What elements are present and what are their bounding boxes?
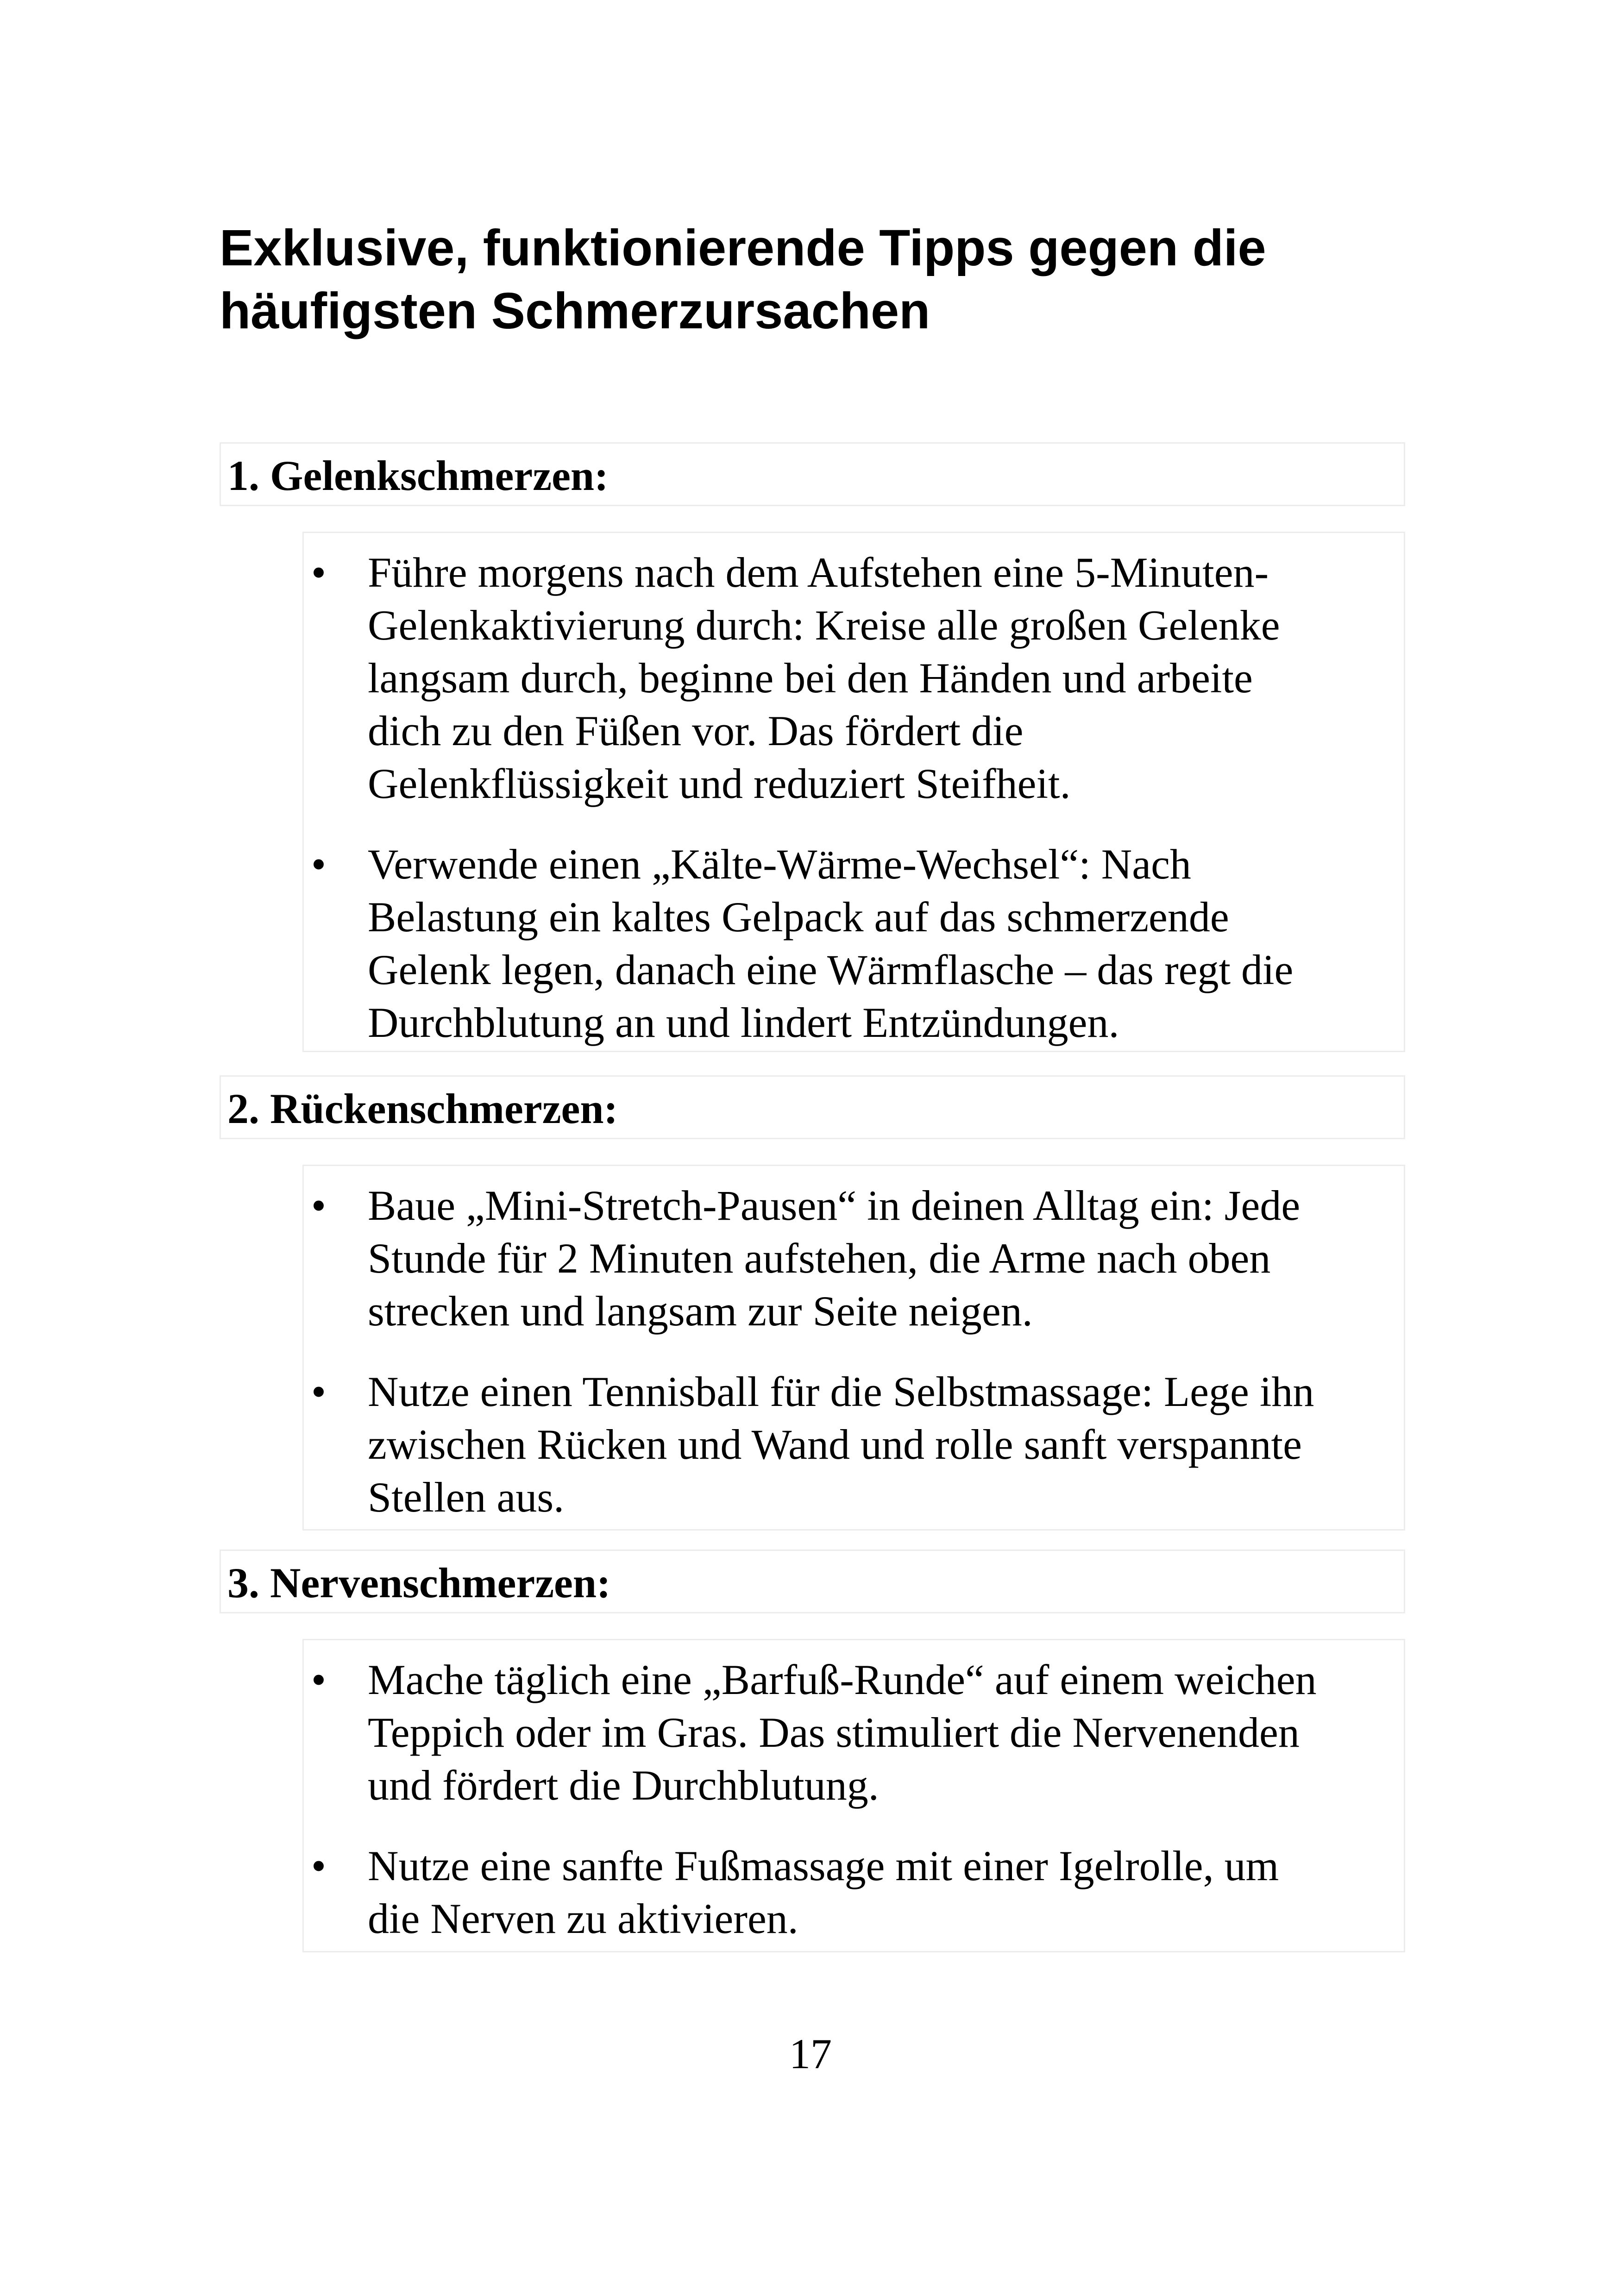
bullet-icon: • xyxy=(311,1182,327,1229)
tips-box-nervenschmerzen xyxy=(302,1639,1405,1952)
tip-line: Führe morgens nach dem Aufstehen eine 5-Minuten- xyxy=(368,549,1269,596)
tip-item xyxy=(309,838,1404,1049)
tip-line: die Nerven zu aktivieren. xyxy=(368,1895,798,1942)
tip-line: Verwende einen „Kälte-Wärme-Wechsel“: Nach xyxy=(368,841,1191,888)
page-title-text: Exklusive, funktionierende Tipps gegen die häufigsten Schmerzursachen xyxy=(220,220,1266,339)
tip-line: und fördert die Durchblutung. xyxy=(368,1762,879,1809)
tip-line: Mache täglich eine „Barfuß-Runde“ auf einem weichen xyxy=(368,1656,1317,1703)
section-heading-nervenschmerzen: 3. Nervenschmerzen: xyxy=(220,1549,1405,1613)
tip-item xyxy=(309,1839,1404,1945)
tips-list-rueckenschmerzen xyxy=(304,1179,1404,1524)
tip-line: Gelenkflüssigkeit und reduziert Steifheit. xyxy=(368,760,1071,807)
tip-line: Belastung ein kaltes Gelpack auf das schmerzende xyxy=(368,893,1229,941)
tip-line: Teppich oder im Gras. Das stimuliert die Nervenenden xyxy=(368,1709,1300,1756)
tip-line: Gelenkaktivierung durch: Kreise alle großen Gelenke xyxy=(368,602,1280,649)
tip-line: Durchblutung an und lindert Entzündungen. xyxy=(368,999,1119,1046)
tip-line: Nutze einen Tennisball für die Selbstmassage: Lege ihn xyxy=(368,1368,1314,1415)
bullet-icon: • xyxy=(311,841,327,888)
tips-list-nervenschmerzen xyxy=(304,1653,1404,1945)
tip-line: Nutze eine sanfte Fußmassage mit einer Igelrolle, um xyxy=(368,1842,1279,1889)
tip-item xyxy=(309,1653,1404,1812)
tip-line: Stellen aus. xyxy=(368,1474,565,1521)
bullet-icon: • xyxy=(311,1656,327,1703)
bullet-icon: • xyxy=(311,1368,327,1415)
tips-box-gelenkschmerzen xyxy=(302,532,1405,1052)
tip-line: langsam durch, beginne bei den Händen und arbeite xyxy=(368,654,1253,702)
tip-line: Gelenk legen, danach eine Wärmflasche – das regt die xyxy=(368,946,1294,993)
page-number: 17 xyxy=(789,2030,832,2077)
tip-item xyxy=(309,546,1404,810)
tip-line: Stunde für 2 Minuten aufstehen, die Arme nach oben xyxy=(368,1235,1271,1282)
tip-line: strecken und langsam zur Seite neigen. xyxy=(368,1287,1033,1335)
tip-line: Baue „Mini-Stretch-Pausen“ in deinen Alltag ein: Jede xyxy=(368,1182,1301,1229)
page-title xyxy=(220,217,1470,343)
section-heading-rueckenschmerzen: 2. Rückenschmerzen: xyxy=(220,1075,1405,1139)
tip-item xyxy=(309,1365,1404,1524)
tip-line: zwischen Rücken und Wand und rolle sanft verspannte xyxy=(368,1421,1302,1468)
tips-box-rueckenschmerzen xyxy=(302,1165,1405,1531)
bullet-icon: • xyxy=(311,549,327,596)
tip-item xyxy=(309,1179,1404,1337)
tips-list-gelenkschmerzen xyxy=(304,546,1404,1049)
bullet-icon: • xyxy=(311,1842,327,1889)
section-heading-gelenkschmerzen: 1. Gelenkschmerzen: xyxy=(220,442,1405,506)
tip-line: dich zu den Füßen vor. Das fördert die xyxy=(368,707,1024,754)
